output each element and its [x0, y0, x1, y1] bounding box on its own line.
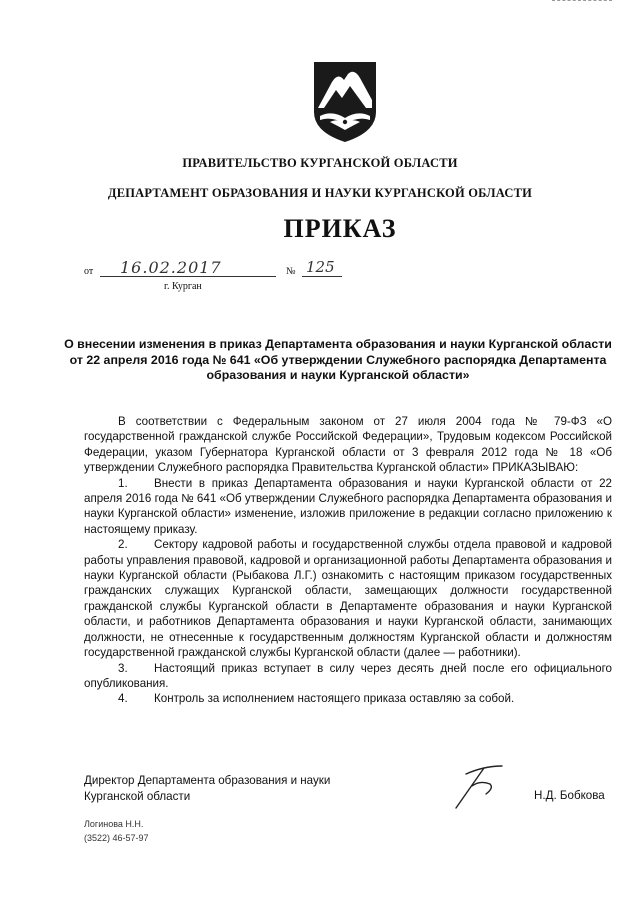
- signer-position-line1: Директор Департамента образования и науки: [84, 774, 331, 787]
- item-number: 4.: [118, 692, 128, 706]
- handwritten-signature: [450, 762, 510, 812]
- item-text: Настоящий приказ вступает в силу через десять дней после его официального опубликования.: [84, 661, 612, 690]
- signer-name: Н.Д. Бобкова: [534, 789, 605, 802]
- preamble: В соответствии с Федеральным законом от 27 июля 2004 года № 79-ФЗ «О государственной гражданской службе Российской Федерации», Трудовым кодексом Российской Федерации, указом Губернатора Курганской области от 3 февраля 2012 года № 18 «Об утверждении Служебного распорядка Правительства Курганской области» ПРИКАЗЫВАЮ:: [84, 415, 612, 475]
- city: г. Курган: [164, 281, 202, 292]
- date-label: от: [84, 266, 94, 277]
- list-item: [84, 476, 612, 538]
- date-number-row: [84, 258, 384, 280]
- list-item: [84, 691, 612, 706]
- item-text: Внести в приказ Департамента образования и науки Курганской области от 22 апреля 2016 года № 641 «Об утверждении Служебного распорядка Департамента образования и науки Курганской области» изменение, изложив приложение в редакции согласно приложению к настоящему приказу.: [84, 476, 612, 536]
- executor-name: Логинова Н.Н.: [84, 819, 144, 829]
- order-body: [84, 414, 612, 707]
- handwritten-number: 125: [306, 258, 335, 276]
- handwritten-date: 16.02.2017: [120, 258, 222, 277]
- department-name: ДЕПАРТАМЕНТ ОБРАЗОВАНИЯ И НАУКИ КУРГАНСКОЙ ОБЛАСТИ: [107, 186, 533, 200]
- list-item: [84, 537, 612, 660]
- item-number: 3.: [118, 661, 128, 675]
- government-name: ПРАВИТЕЛЬСТВО КУРГАНСКОЙ ОБЛАСТИ: [182, 156, 458, 170]
- item-text: Контроль за исполнением настоящего приказа оставляю за собой.: [154, 692, 515, 706]
- executor-info: [84, 817, 149, 845]
- executor-phone: (3522) 46-57-97: [84, 833, 149, 843]
- document-type-title: ПРИКАЗ: [283, 214, 397, 243]
- list-item: [84, 661, 612, 692]
- signer-position-line2: Курганской области: [84, 790, 191, 803]
- signer-position: [84, 773, 330, 805]
- item-number: 2.: [118, 538, 128, 552]
- coat-of-arms-icon: [312, 60, 378, 144]
- number-underline: [302, 276, 342, 277]
- scan-corner-mark: [552, 0, 612, 1]
- number-label: №: [286, 266, 296, 277]
- item-number: 1.: [118, 476, 128, 490]
- item-text: Сектору кадровой работы и государственной службы отдела правовой и кадровой работы управления правовой, кадровой и организационной работы Департамента образования и науки Курганской области (Рыбакова Л.Г.) ознакомить с настоящим приказом государственных гражданских служащих Курганской области, замещающих должности государственной гражданской службы Курганской области в Департаменте образования и науки Курганской области, и работников Департамента образования и науки Курганской области, занимающих должности, не отнесенные к государственным должностям Курганской области и должностям государственной гражданской службы Курганской области (далее — работники).: [84, 538, 612, 660]
- order-heading: О внесении изменения в приказ Департамента образования и науки Курганской области от 22 апреля 2016 года № 641 «Об утверждении Служебного распорядка Департамента образования и науки Курганской области»: [64, 337, 612, 382]
